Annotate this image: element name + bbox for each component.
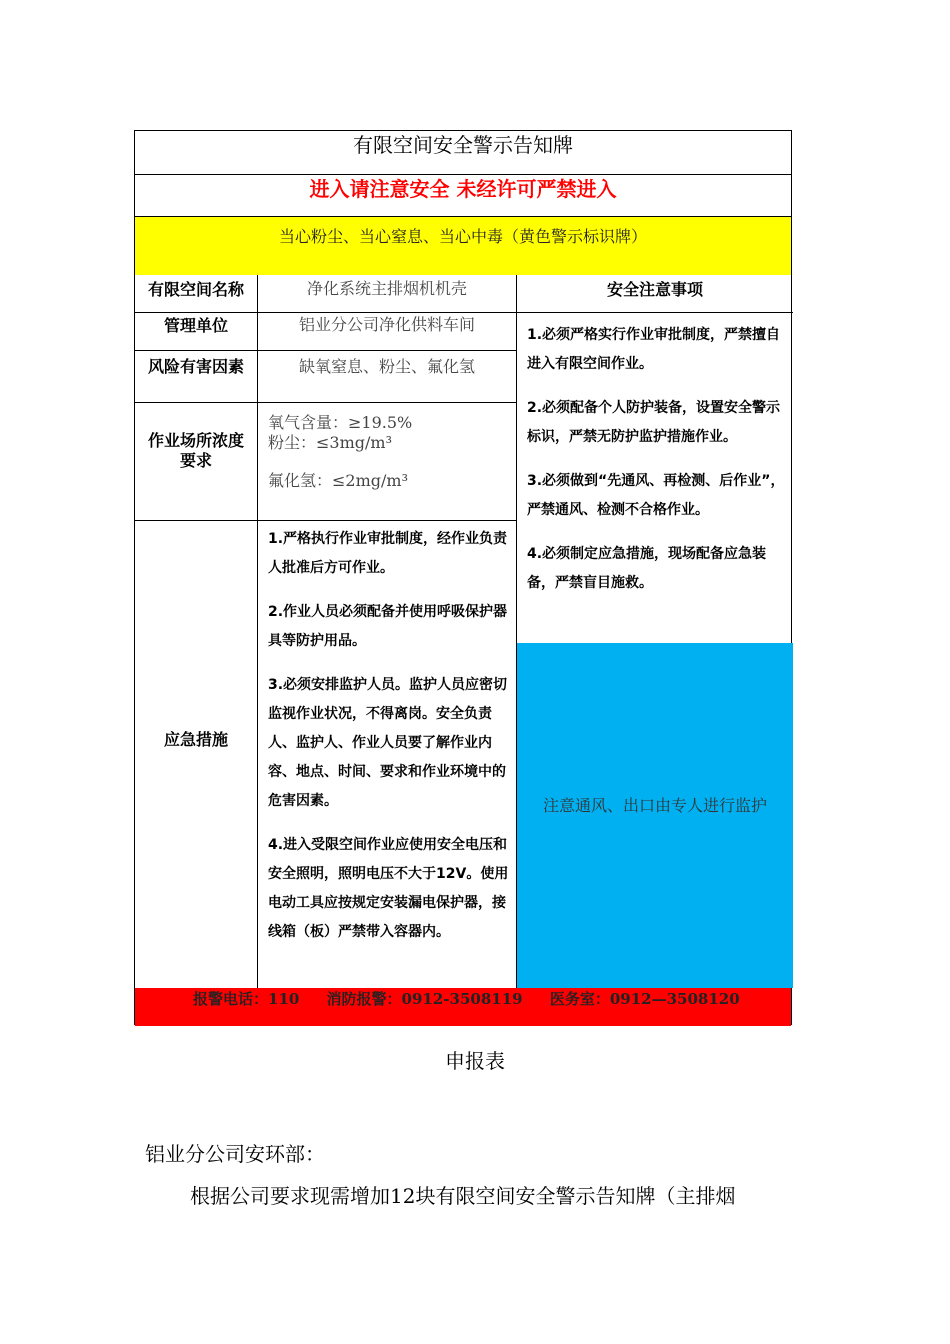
concentration-value: [258, 403, 517, 521]
oxygen-requirement: 氧气含量：≥19.5%: [268, 413, 413, 432]
hazard-label: 风险有害因素: [135, 351, 258, 403]
emergency-item: 1.严格执行作业审批制度，经作业负责人批准后方可作业。: [268, 531, 508, 576]
alarm-phone: 报警电话：110: [193, 990, 300, 1008]
unit-label: 管理单位: [135, 313, 258, 351]
emergency-label: 应急措施: [135, 521, 258, 988]
sign-subtitle: 进入请注意安全 未经许可严禁进入: [135, 175, 791, 217]
dust-requirement: 粉尘：≤3mg/m³: [268, 433, 392, 452]
sign-title: 有限空间安全警示告知牌: [135, 131, 791, 175]
safety-notes-list: [517, 313, 793, 643]
emergency-phone-bar: [135, 988, 791, 1026]
safety-item: 2.必须配备个人防护装备，设置安全警示标识，严禁无防护监护措施作业。: [527, 400, 781, 445]
unit-value: 铝业分公司净化供料车间: [258, 313, 517, 351]
safety-item: 3.必须做到“先通风、再检测、后作业”，严禁通风、检测不合格作业。: [527, 473, 785, 518]
hazard-value: 缺氧窒息、粉尘、氟化氢: [258, 351, 517, 403]
fire-phone: 消防报警：0912-3508119: [326, 990, 523, 1008]
addressee: 铝业分公司安环部：: [145, 1142, 325, 1166]
concentration-label: 作业场所浓度要求: [135, 403, 258, 521]
body-paragraph: 根据公司要求现需增加12块有限空间安全警示告知牌（主排烟: [190, 1184, 736, 1208]
emergency-item: 3.必须安排监护人员。监护人员应密切监视作业状况，不得离岗。安全负责人、监护人、作业人员要了解作业内容、地点、时间、要求和作业环境中的危害因素。: [268, 677, 508, 809]
emergency-item: 2.作业人员必须配备并使用呼吸保护器具等防护用品。: [268, 604, 508, 649]
emergency-item: 4.进入受限空间作业应使用安全电压和安全照明，照明电压不大于12V。使用电动工具应按规定安装漏电保护器，接线箱（板）严禁带入容器内。: [268, 837, 509, 940]
emergency-measures: [258, 521, 517, 988]
space-name-label: 有限空间名称: [135, 275, 258, 313]
safety-sign-table: [134, 130, 792, 1025]
hf-requirement: 氟化氢：≤2mg/m³: [268, 471, 408, 490]
space-name-value: 净化系统主排烟机机壳: [258, 275, 517, 313]
warning-band: 当心粉尘、当心窒息、当心中毒（黄色警示标识牌）: [135, 217, 791, 275]
ventilation-note: 注意通风、出口由专人进行监护: [517, 643, 793, 988]
safety-notes-header: 安全注意事项: [517, 275, 793, 313]
clinic-phone: 医务室：0912—3508120: [549, 990, 740, 1008]
form-title: 申报表: [445, 1049, 505, 1073]
safety-item: 1.必须严格实行作业审批制度，严禁擅自进入有限空间作业。: [527, 327, 781, 372]
safety-item: 4.必须制定应急措施，现场配备应急装备，严禁盲目施救。: [527, 546, 767, 591]
